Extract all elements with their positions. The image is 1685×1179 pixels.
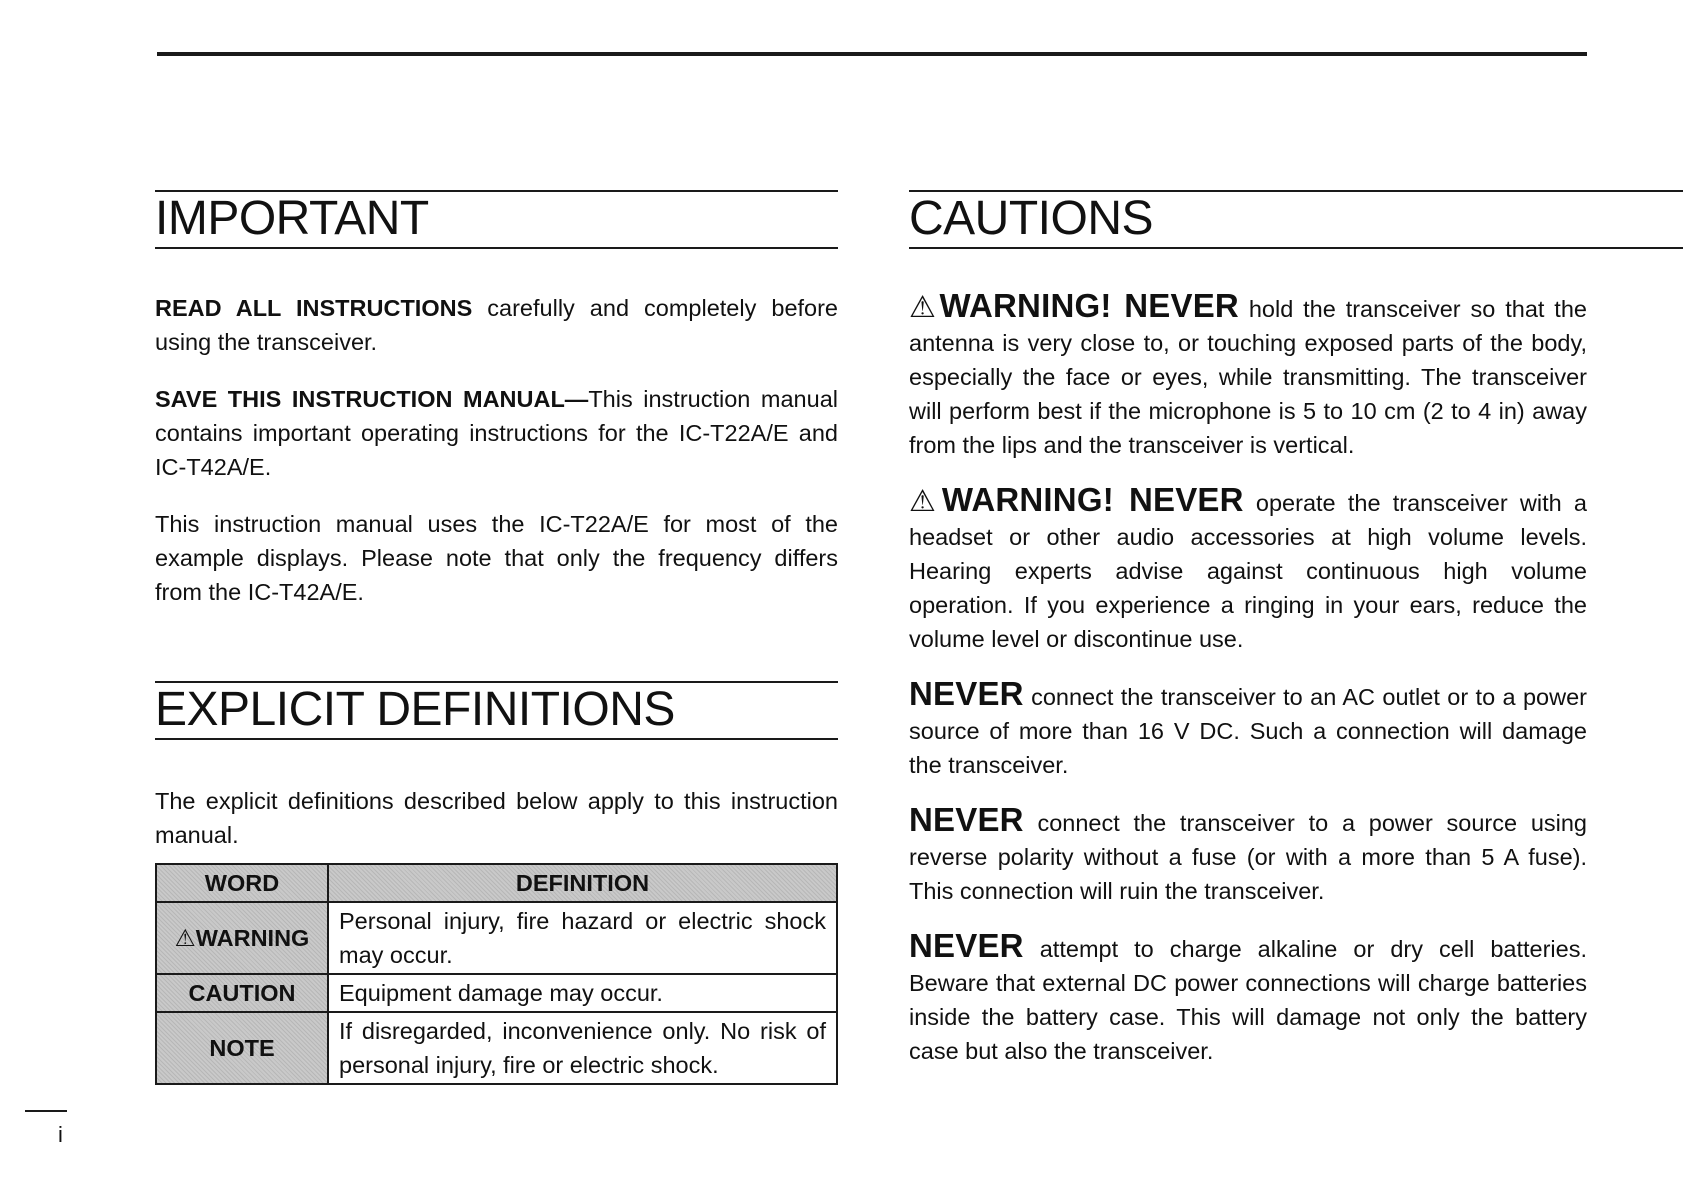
caution-text: hold the transceiver so that the antenna is very close to, or touching exposed parts of the body, especially the face or eyes, while transmitting. The transceiver will perform best if the microphone is 5 to 10 cm (2 to 4 in) away from the lips and the transceiver is vertical. [909, 296, 1587, 458]
table-row [156, 902, 837, 974]
caution-lead: WARNING! NEVER [939, 287, 1239, 324]
caution-item-polarity [909, 803, 1587, 908]
definitions-intro: The explicit definitions described below apply to this instruction manual. [155, 788, 838, 848]
header-definition: DEFINITION [328, 864, 837, 902]
save-manual-bold: SAVE THIS INSTRUCTION MANUAL— [155, 386, 589, 412]
definition-note: If disregarded, inconvenience only. No risk of personal injury, fire or electric shock. [328, 1012, 837, 1084]
warning-triangle-icon: ⚠ [909, 485, 942, 518]
table-header-row [156, 864, 837, 902]
save-manual-text: This instruction manual contains important operating instructions for the IC-T22A/E and IC-T42A/E. [155, 386, 838, 480]
read-instructions-text: carefully and completely before using the transceiver. [155, 295, 839, 355]
caution-item-headset [909, 483, 1587, 656]
caution-text: attempt to charge alkaline or dry cell batteries. Beware that external DC power connections will charge batteries inside the battery case. This will damage not only the battery case but also the transceiver. [909, 936, 1587, 1064]
read-instructions-paragraph [155, 291, 838, 359]
important-title: IMPORTANT [155, 192, 429, 245]
left-column [155, 190, 838, 1085]
definition-warning: Personal injury, fire hazard or electric shock may occur. [328, 902, 837, 974]
word-note: NOTE [156, 1012, 328, 1084]
page-number: i [58, 1122, 63, 1147]
important-heading-box [155, 190, 838, 249]
cautions-title: CAUTIONS [909, 192, 1154, 245]
caution-text: connect the transceiver to an AC outlet or to a power source of more than 16 V DC. Such a connection will damage the transceiver. [909, 684, 1587, 778]
caution-lead: NEVER [909, 801, 1024, 838]
definition-caution: Equipment damage may occur. [328, 974, 837, 1012]
page-marker-rule [25, 1110, 67, 1112]
word-caution: CAUTION [156, 974, 328, 1012]
definitions-title: EXPLICIT DEFINITIONS [155, 683, 675, 736]
top-rule [157, 52, 1587, 56]
right-column [909, 190, 1587, 1068]
caution-lead: WARNING! NEVER [941, 481, 1244, 518]
header-word: WORD [156, 864, 328, 902]
caution-text: operate the transceiver with a headset or other audio accessories at high volume levels. Hearing experts advise against continuous high volume operation. If you experience a ringing in your ears, reduce the volume level or discontinue use. [909, 490, 1587, 652]
definitions-table [155, 863, 838, 1085]
caution-text: connect the transceiver to a power source using reverse polarity without a fuse (or with a more than 5 A fuse). This connection will ruin the transceiver. [909, 810, 1587, 904]
word-warning: ⚠WARNING [156, 902, 328, 974]
caution-item-batteries [909, 929, 1587, 1068]
read-instructions-bold: READ ALL INSTRUCTIONS [155, 295, 473, 321]
cautions-heading-box [909, 190, 1683, 249]
definitions-heading-box [155, 681, 838, 740]
table-row [156, 1012, 837, 1084]
example-displays-paragraph: This instruction manual uses the IC-T22A/E for most of the example displays. Please note that only the frequency differs from the IC-T42A/E. [155, 511, 838, 605]
caution-lead: NEVER [909, 927, 1024, 964]
caution-item-antenna [909, 289, 1587, 462]
save-manual-paragraph [155, 382, 838, 484]
caution-item-ac-outlet [909, 677, 1587, 782]
table-row [156, 974, 837, 1012]
caution-lead: NEVER [909, 675, 1024, 712]
warning-triangle-icon: ⚠ [909, 291, 940, 324]
